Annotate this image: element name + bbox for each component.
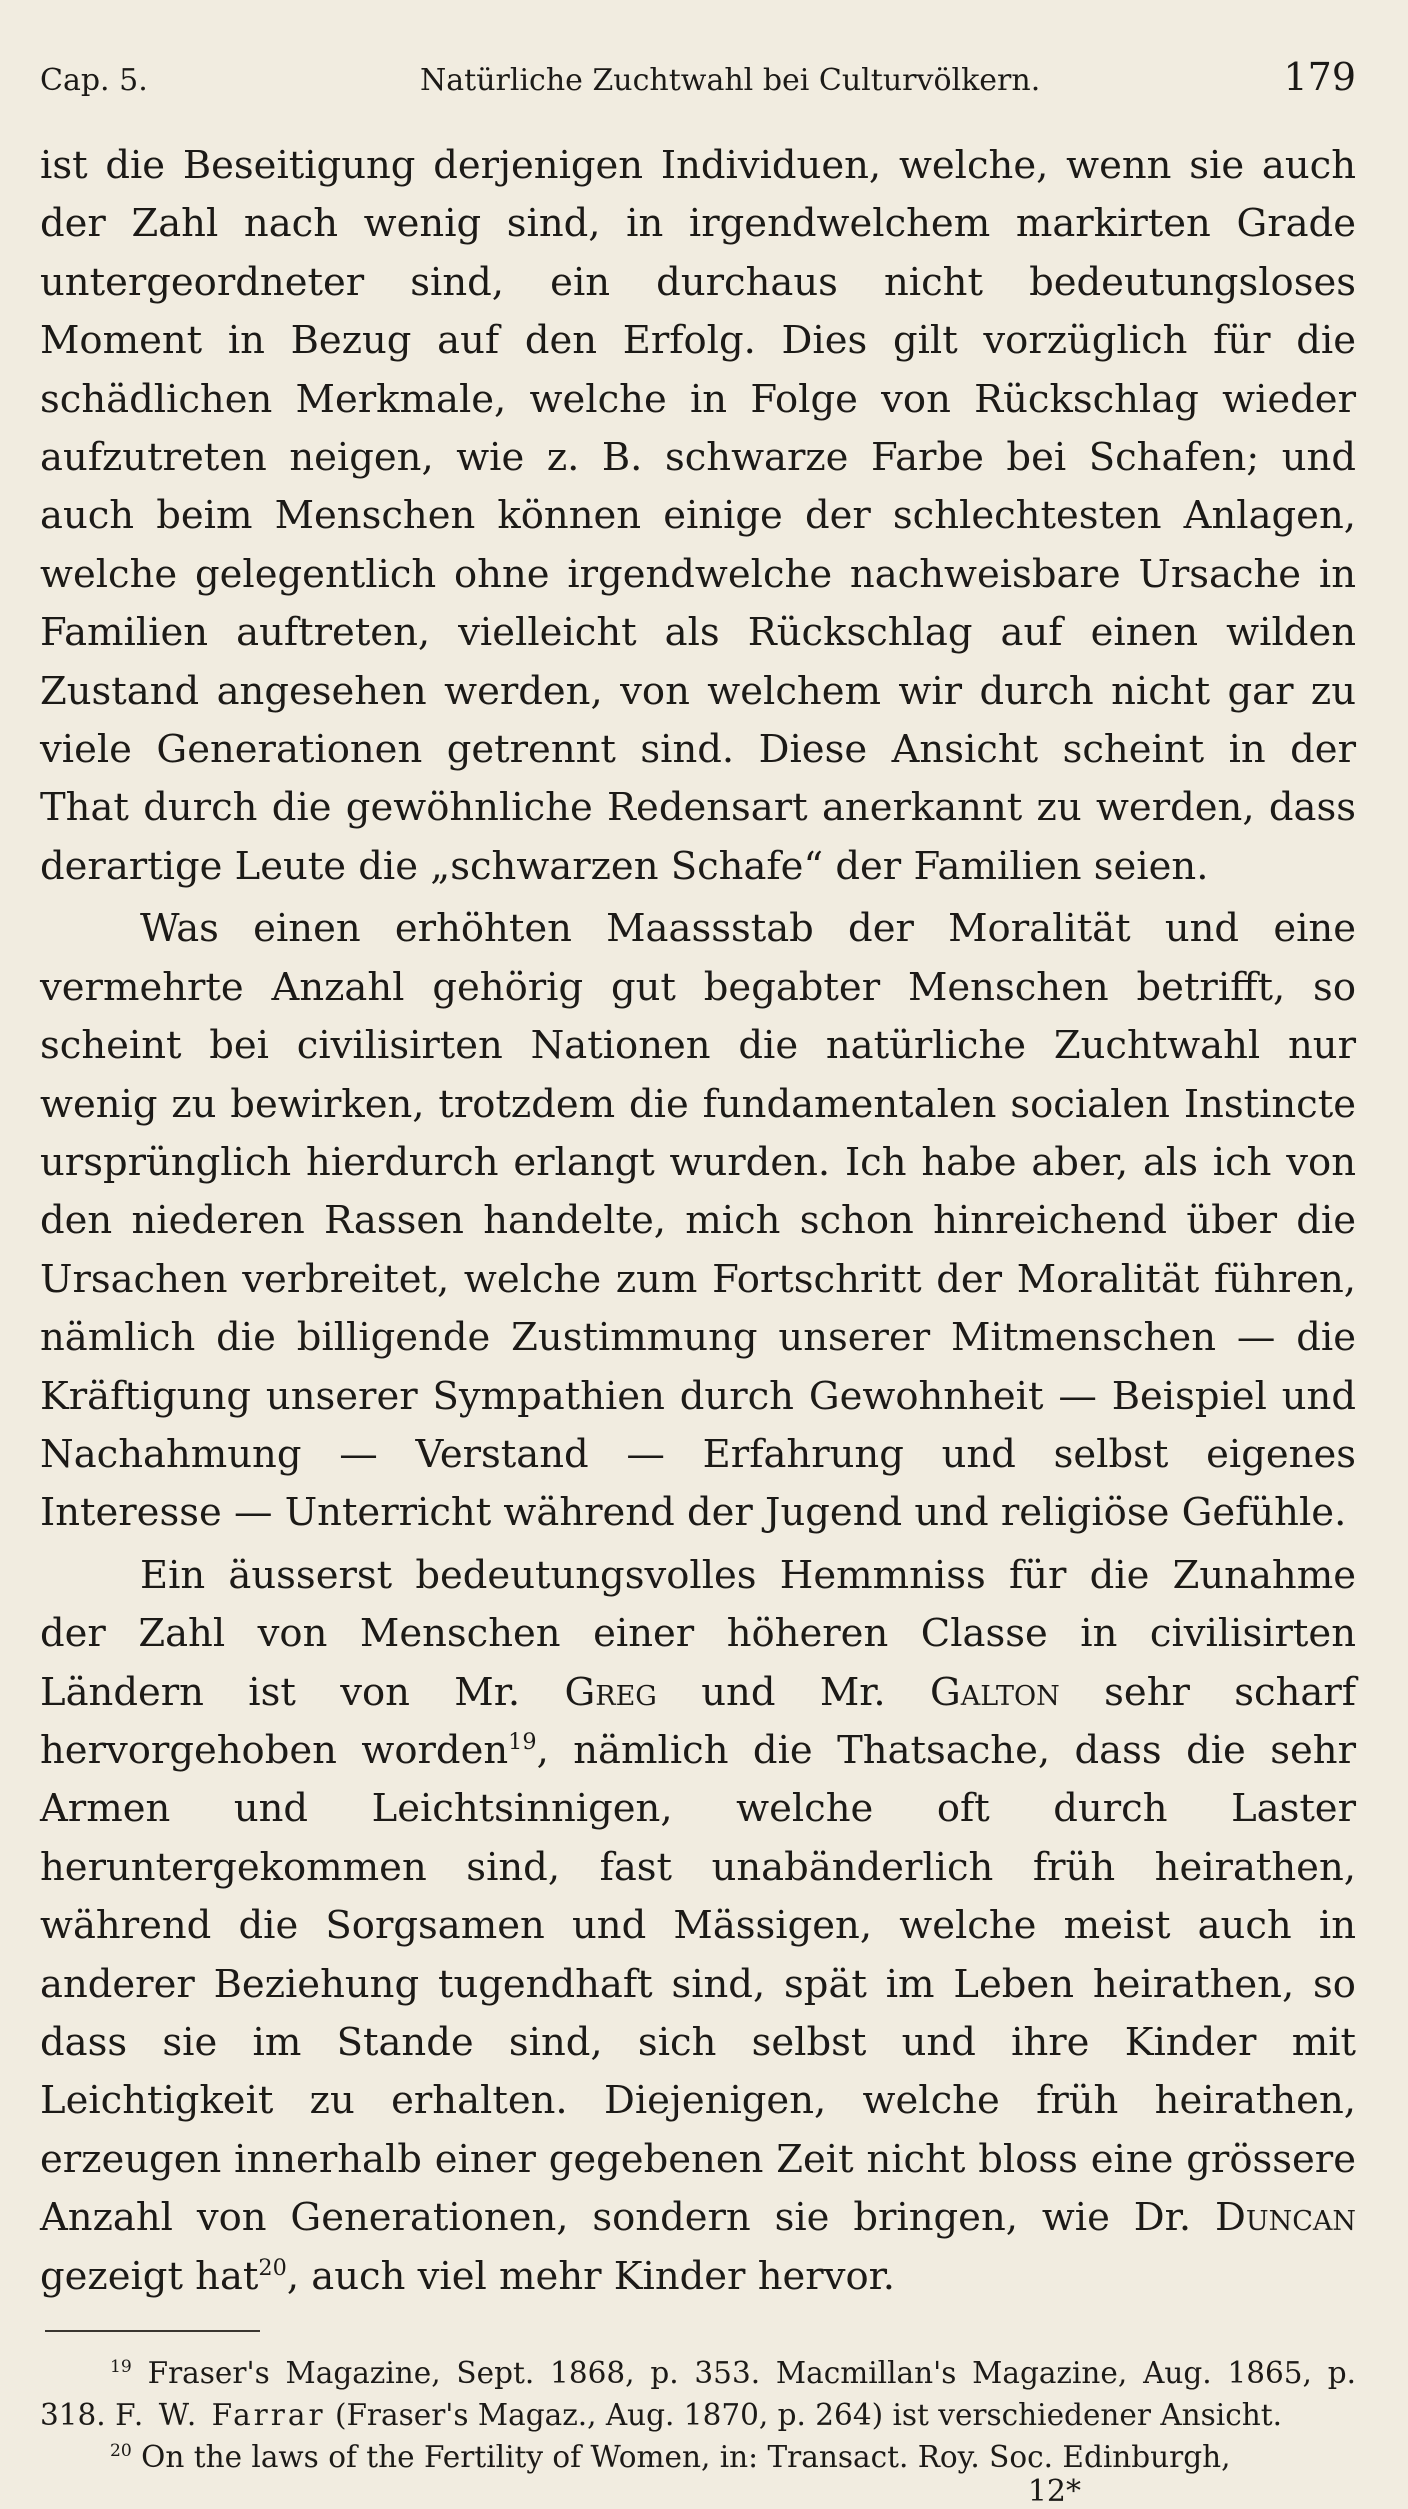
paragraph-3-text-c: sehr scharf hervorgehoben worden — [40, 1669, 1356, 1773]
footnote-20-mark: 20 — [110, 2441, 132, 2462]
paragraph-2: Was einen erhöhten Maassstab der Moralität und eine vermehrte Anzahl gehörig gut begabter Menschen betrifft, so scheint bei civilisirten Nationen die natürliche Zuchtwahl nur wenig zu bewirken, trotzdem die fundamentalen socialen Instincte ursprünglich hierdurch erlangt wurden. Ich habe aber, als ich von den niederen Rassen handelte, mich schon hinreichend über die Ursachen verbreitet, welche zum Fortschritt der Moralität führen, nämlich die billigende Zustimmung unserer Mitmenschen — die Kräftigung unserer Sympathien durch Gewohnheit — Beispiel und Nachahmung — Verstand — Erfahrung und selbst eigenes Interesse — Unterricht während der Jugend und religiöse Gefühle. — [40, 906, 1356, 1536]
author-duncan: Duncan — [1214, 2195, 1356, 2241]
running-header — [40, 55, 1356, 115]
paragraph-3-text-d: , nämlich die Thatsache, dass die sehr Armen und Leichtsinnigen, welche oft durch Laster heruntergekommen sind, fast unabänderlich früh heirathen, während die Sorgsamen und Mässigen, welche meist auch in anderer Beziehung tugendhaft sind, spät im Leben heirathen, so dass sie im Stande sind, sich selbst und ihre Kinder mit Leichtigkeit zu erhalten. Diejenigen, welche früh heirathen, erzeugen innerhalb einer gegebenen Zeit nicht bloss eine grössere Anzahl von Generationen, sondern sie bringen, wie Dr. — [40, 1727, 1356, 2241]
footnote-19-author: F. W. Farrar — [115, 2398, 326, 2433]
footnote-19-text-a: Fraser's Magazine, Sept. 1868, p. 353. Macmillan's Magazine, Aug. 1865, p. 318. — [40, 2356, 1356, 2433]
paragraph-3-text-f: , auch viel mehr Kinder hervor. — [286, 2253, 896, 2299]
footnote-divider — [45, 2330, 260, 2332]
chapter-label: Cap. 5. — [40, 63, 148, 98]
running-title: Natürliche Zuchtwahl bei Culturvölkern. — [420, 63, 1041, 98]
footnote-ref-19: 19 — [508, 1729, 537, 1756]
paragraph-3-text-a: Ein äusserst bedeutungsvolles Hemmniss für die Zunahme der Zahl von Menschen einer höheren Classe in civilisirten Ländern ist von Mr. — [40, 1552, 1356, 1715]
footnote-19-mark: 19 — [110, 2357, 132, 2378]
main-text — [40, 137, 1356, 2306]
author-galton: Galton — [930, 1669, 1060, 1715]
paragraph-3 — [40, 1547, 1356, 2306]
footnote-19 — [40, 2352, 1356, 2436]
paragraph-1: ist die Beseitigung derjenigen Individuen, welche, wenn sie auch der Zahl nach wenig sind, in irgendwelchem markirten Grade untergeordneter sind, ein durchaus nicht bedeutungsloses Moment in Bezug auf den Erfolg. Dies gilt vorzüglich für die schädlichen Merkmale, welche in Folge von Rückschlag wieder aufzutreten neigen, wie z. B. schwarze Farbe bei Schafen; und auch beim Menschen können einige der schlechtesten Anlagen, welche gelegentlich ohne irgendwelche nachweisbare Ursache in Familien auftreten, vielleicht als Rückschlag auf einen wilden Zustand angesehen werden, von welchem wir durch nicht gar zu viele Generationen getrennt sind. Diese Ansicht scheint in der That durch die gewöhnliche Redensart anerkannt zu werden, dass derartige Leute die „schwarzen Schafe“ der Familien seien. — [40, 143, 1356, 889]
author-greg: Greg — [564, 1669, 657, 1715]
paragraph-3-text-e: gezeigt hat — [40, 2253, 259, 2299]
footnote-19-text-b: (Fraser's Magaz., Aug. 1870, p. 264) ist verschiedener Ansicht. — [325, 2398, 1282, 2433]
paragraph-3-text-b: und Mr. — [656, 1669, 931, 1715]
signature-mark: 12* — [1027, 2474, 1081, 2509]
footnote-20-text: On the laws of the Fertility of Women, in: Transact. Roy. Soc. Edinburgh, — [131, 2440, 1231, 2475]
page-number: 179 — [1283, 55, 1356, 99]
footnotes — [40, 2352, 1356, 2478]
footnote-20 — [40, 2436, 1356, 2478]
footnote-ref-20: 20 — [258, 2254, 287, 2281]
